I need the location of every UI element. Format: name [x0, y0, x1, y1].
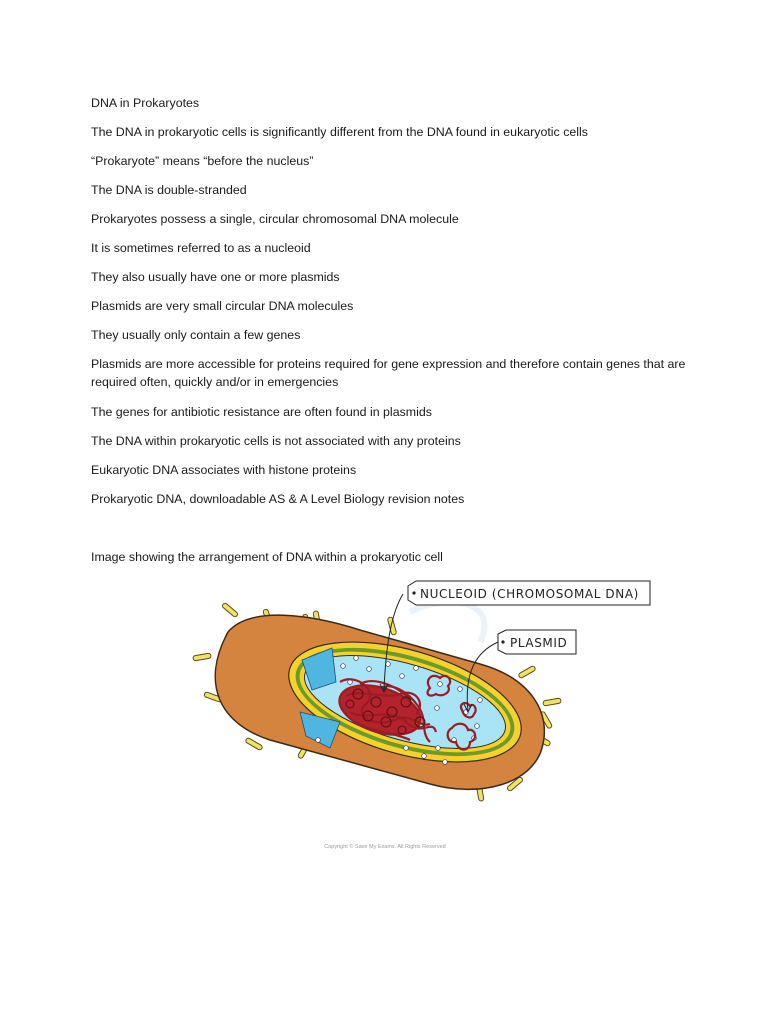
paragraph: The DNA is double-stranded	[91, 183, 247, 197]
nucleoid-label-text: NUCLEOID (CHROMOSOMAL DNA)	[420, 587, 639, 601]
paragraph: The genes for antibiotic resistance are often found in plasmids	[91, 405, 432, 419]
paragraph: The DNA in prokaryotic cells is significantly different from the DNA found in eukaryotic cells	[91, 125, 588, 139]
paragraph: They usually only contain a few genes	[91, 328, 301, 342]
document-title: DNA in Prokaryotes	[91, 96, 200, 110]
paragraph: Eukaryotic DNA associates with histone proteins	[91, 463, 357, 477]
paragraph: Prokaryotic DNA, downloadable AS & A Level Biology revision notes	[91, 492, 465, 506]
paragraph: “Prokaryote” means “before the nucleus”	[91, 154, 314, 168]
prokaryotic-cell-diagram	[180, 572, 660, 862]
nucleoid-label	[408, 581, 650, 605]
plasmid-label	[498, 630, 576, 654]
paragraph: They also usually have one or more plasmids	[91, 270, 340, 284]
plasmid-label-text: PLASMID	[510, 636, 568, 650]
image-caption: Image showing the arrangement of DNA within a prokaryotic cell	[91, 550, 443, 564]
paragraph: Plasmids are very small circular DNA molecules	[91, 299, 354, 313]
paragraph: Prokaryotes possess a single, circular chromosomal DNA molecule	[91, 212, 459, 226]
paragraph: It is sometimes referred to as a nucleoid	[91, 241, 311, 255]
paragraph: The DNA within prokaryotic cells is not associated with any proteins	[91, 434, 461, 448]
copyright-notice: Copyright © Save My Exams. All Rights Reserved	[324, 844, 446, 850]
paragraph: Plasmids are more accessible for proteins required for gene expression and therefore contain genes that are required often, quickly and/or in emergencies	[91, 357, 686, 389]
